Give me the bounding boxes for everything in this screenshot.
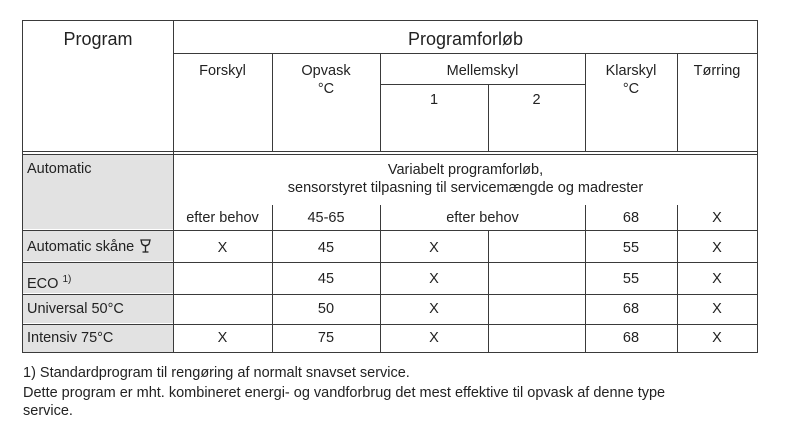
row-klarskyl: 68 [622, 330, 640, 346]
automatic-note-line2: sensorstyret tilpasning til servicemængde og madrester [287, 180, 644, 196]
row-forskyl: X [217, 330, 228, 346]
footnote-1: 1) Standardprogram til rengøring af normalt snavset service. [23, 365, 410, 381]
automatic-toerring: X [712, 210, 722, 226]
header-divider [173, 53, 758, 54]
table-left-border [22, 20, 23, 353]
header-mellemskyl: Mellemskyl [446, 63, 519, 79]
header-opvask: Opvask [301, 63, 351, 79]
table-right-border [757, 20, 758, 353]
automatic-note-line1: Variabelt programforløb, [387, 162, 544, 178]
row-mellemskyl1: X [429, 301, 439, 317]
row-opvask: 45 [317, 271, 335, 287]
row-toerring: X [712, 301, 722, 317]
row-name-text: ECO [27, 276, 59, 292]
header-toerring: Tørring [693, 63, 741, 79]
header-mellemskyl-1: 1 [429, 92, 439, 108]
header-klarskyl: Klarskyl [605, 63, 657, 79]
column-border [488, 230, 489, 353]
row-mellemskyl1: X [429, 240, 439, 256]
row-mellemskyl1: X [429, 271, 439, 287]
row-name: Universal 50°C [27, 301, 124, 317]
footnote-text-line2: service. [23, 403, 73, 419]
row-klarskyl: 68 [622, 301, 640, 317]
row-divider [22, 294, 758, 295]
row-opvask: 75 [317, 330, 335, 346]
header-klarskyl-unit: °C [622, 81, 640, 97]
header-programforloeb: Programforløb [407, 29, 524, 49]
row-mellemskyl1: X [429, 330, 439, 346]
header-bottom-border [22, 151, 758, 152]
row-name: Intensiv 75°C [27, 330, 114, 346]
header-opvask-unit: °C [317, 81, 335, 97]
table-top-border [22, 20, 758, 21]
automatic-opvask: 45-65 [307, 210, 345, 226]
footnote-ref: 1) [62, 274, 72, 285]
row-toerring: X [712, 330, 722, 346]
header-forskyl: Forskyl [199, 63, 246, 79]
row-klarskyl: 55 [622, 271, 640, 287]
header-bottom-border-2 [22, 154, 758, 155]
row-divider [22, 262, 758, 263]
wine-glass-icon [140, 239, 151, 253]
row-klarskyl: 55 [622, 240, 640, 256]
row-opvask: 45 [317, 240, 335, 256]
row-toerring: X [712, 240, 722, 256]
row-name [27, 239, 151, 256]
table-bottom-border [22, 352, 758, 353]
row-divider [22, 324, 758, 325]
row-opvask: 50 [317, 301, 335, 317]
row-forskyl: X [217, 240, 228, 256]
header-program: Program [63, 29, 133, 49]
row-toerring: X [712, 271, 722, 287]
row-divider [22, 230, 758, 231]
header-mellemskyl-2: 2 [532, 92, 541, 108]
mellemskyl-divider [380, 84, 585, 85]
automatic-name: Automatic [27, 161, 92, 177]
row-name-text: Automatic skåne [27, 239, 135, 255]
footnote-text-line1: Dette program er mht. kombineret energi- og vandforbrug det mest effektive til opvask af denne type [23, 385, 666, 401]
automatic-klarskyl: 68 [622, 210, 640, 226]
automatic-mellemskyl: efter behov [446, 210, 519, 226]
row-name [27, 271, 71, 293]
automatic-forskyl: efter behov [186, 210, 259, 226]
